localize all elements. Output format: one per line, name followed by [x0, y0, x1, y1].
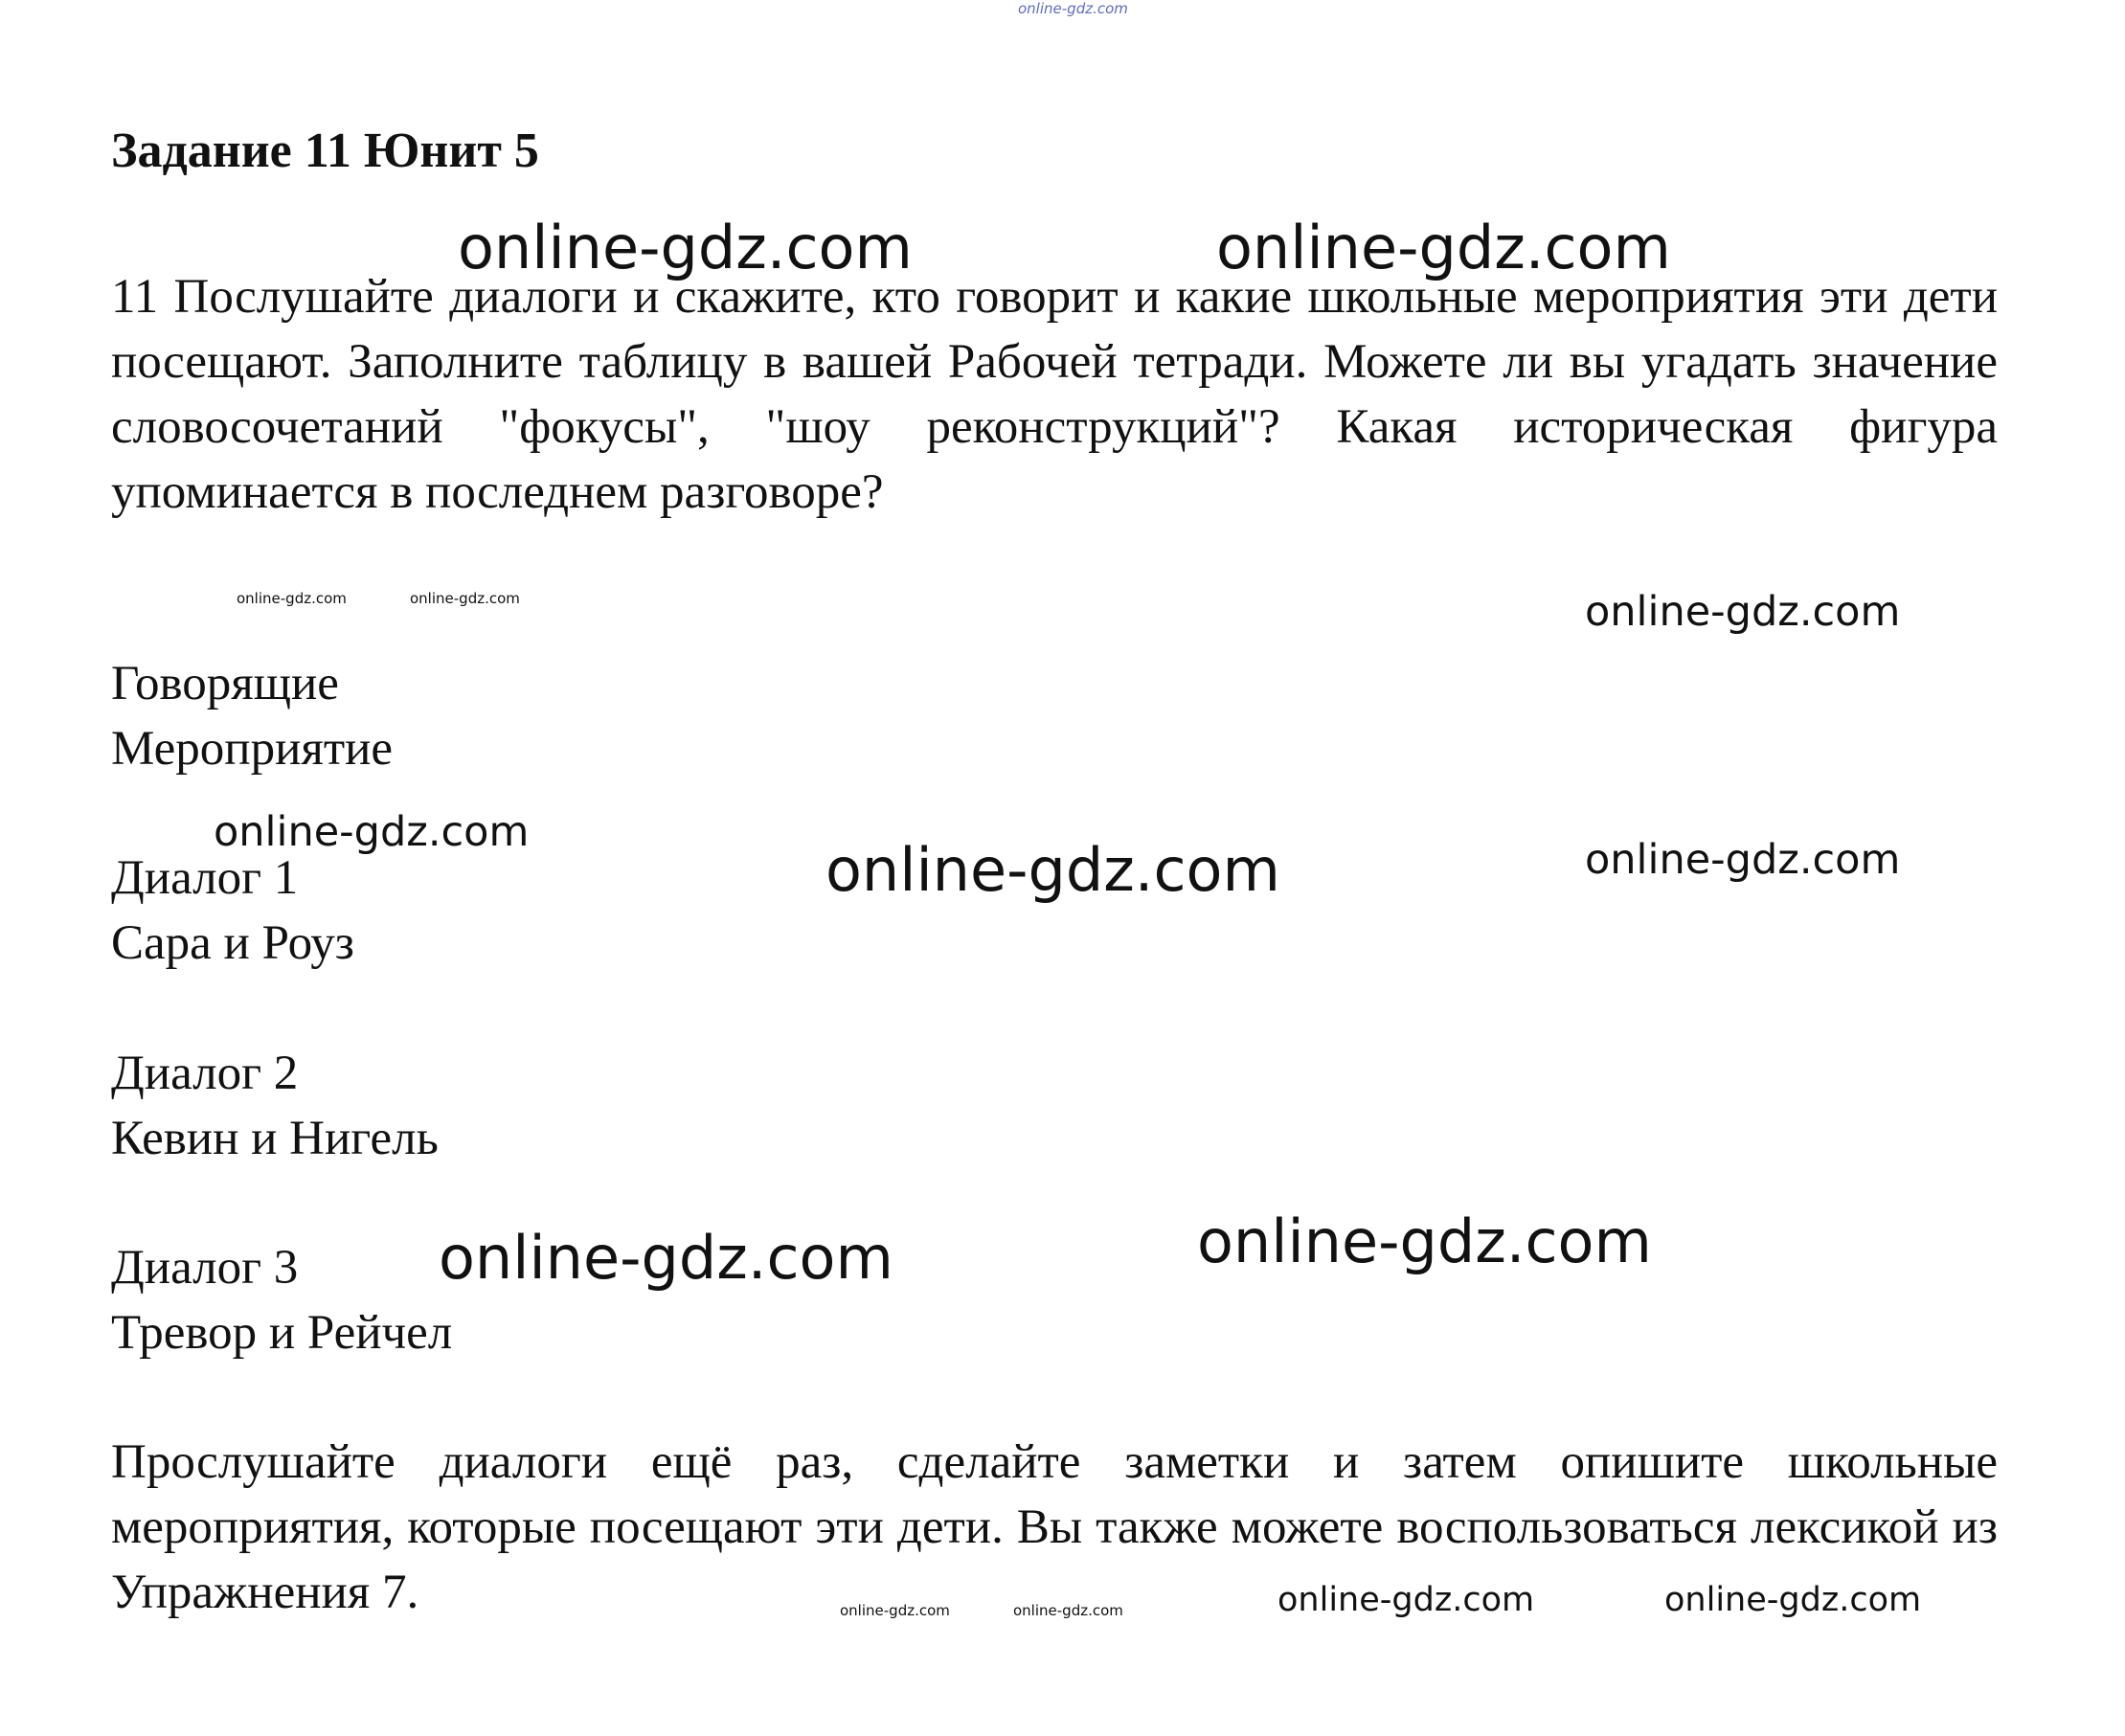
dialog-3-speakers: Тревор и Рейчел: [111, 1306, 453, 1360]
table-header-speakers: Говорящие: [111, 657, 339, 710]
watermark: online-gdz.com: [410, 590, 520, 607]
watermark: online-gdz.com: [1013, 1602, 1123, 1619]
watermark: online-gdz.com: [1585, 588, 1901, 636]
watermark: online-gdz.com: [1585, 836, 1901, 884]
dialog-1-label: Диалог 1: [111, 851, 299, 905]
watermark: online-gdz.com: [825, 835, 1280, 905]
dialog-2-label: Диалог 2: [111, 1047, 299, 1100]
table-header-event: Мероприятие: [111, 722, 394, 776]
watermark: online-gdz.com: [439, 1223, 893, 1293]
page-title: Задание 11 Юнит 5: [111, 124, 539, 178]
watermark: online-gdz.com: [840, 1602, 950, 1619]
dialog-1-speakers: Сара и Роуз: [111, 916, 354, 970]
watermark: online-gdz.com: [1197, 1206, 1652, 1276]
watermark: online-gdz.com: [458, 213, 913, 282]
watermark: online-gdz.com: [214, 808, 530, 856]
closing-instructions: Прослушайте диалоги ещё раз, сделайте заметки и затем опишите школьные мероприятия, которые посещают эти дети. Вы также можете воспользоваться лексикой из Упражнения 7.: [111, 1435, 1998, 1619]
watermark: online-gdz.com: [237, 590, 347, 607]
dialog-2-speakers: Кевин и Нигель: [111, 1112, 439, 1165]
top-watermark: online-gdz.com: [1018, 0, 1128, 17]
watermark: online-gdz.com: [1277, 1581, 1535, 1619]
dialog-3-label: Диалог 3: [111, 1241, 299, 1295]
watermark: online-gdz.com: [1216, 213, 1671, 282]
watermark: online-gdz.com: [1664, 1581, 1922, 1619]
task-instructions: 11 Послушайте диалоги и скажите, кто говорит и какие школьные мероприятия эти дети посещают. Заполните таблицу в вашей Рабочей тетради. Можете ли вы угадать значение словосочетаний "фокусы", "шоу реконструкций"? Какая историческая фигура упоминается в последнем разговоре?: [111, 270, 1998, 519]
